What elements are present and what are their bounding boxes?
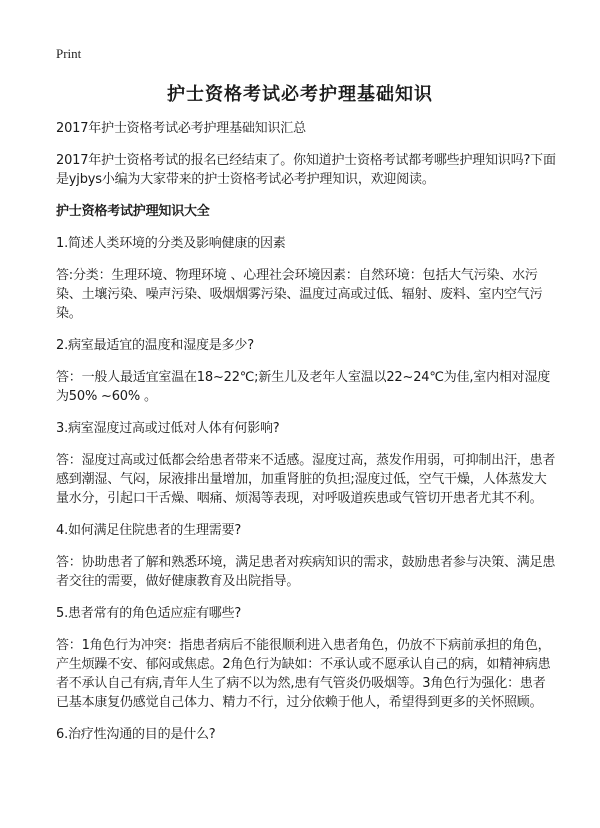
answer-1: 答:分类：生理环境、物理环境 、心理社会环境因素：自然环境：包括大气污染、水污染、土壤污染、噪声污染、吸烟烟雾污染、温度过高或过低、辐射、废料、室内空气污染。 xyxy=(56,268,543,321)
answer-4: 答：协助患者了解和熟悉环境，满足患者对疾病知识的需求，鼓励患者参与决策、满足患者交往的需要，做好健康教育及出院指导。 xyxy=(56,555,556,589)
page-title: 护士资格考试必考护理基础知识 xyxy=(167,84,433,105)
question-5: 5.患者常有的角色适应症有哪些? xyxy=(56,606,242,621)
answer-3: 答：湿度过高或过低都会给患者带来不适感。湿度过高，蒸发作用弱，可抑制出汗，患者感到潮湿、气闷，尿液排出量增加，加重肾脏的负担;湿度过低，空气干燥，人体蒸发大量水分，引起口干舌燥、咽痛、烦渴等表现，对呼吸道疾患或气管切开患者尤其不利。 xyxy=(56,453,556,506)
section-heading: 护士资格考试护理知识大全 xyxy=(56,204,210,219)
article-body xyxy=(56,119,556,757)
answer-2: 答：一般人最适宜室温在18~22℃;新生儿及老年人室温以22~24℃为佳,室内相对湿度为50% ~60% 。 xyxy=(56,370,551,404)
article-subtitle: 2017年护士资格考试必考护理基础知识汇总 xyxy=(56,121,306,136)
question-3: 3.病室湿度过高或过低对人体有何影响? xyxy=(56,421,280,436)
article-intro: 2017年护士资格考试的报名已经结束了。你知道护士资格考试都考哪些护理知识吗?下面是yjbys小编为大家带来的护士资格考试必考护理知识，欢迎阅读。 xyxy=(56,153,556,187)
question-6: 6.治疗性沟通的目的是什么? xyxy=(56,727,216,742)
question-1: 1.简述人类环境的分类及影响健康的因素 xyxy=(56,236,286,251)
question-2: 2.病室最适宜的温度和湿度是多少? xyxy=(56,338,254,353)
question-4: 4.如何满足住院患者的生理需要? xyxy=(56,523,242,538)
print-link[interactable]: Print xyxy=(56,46,82,61)
answer-5: 答：1角色行为冲突：指患者病后不能很顺利进入患者角色，仍放不下病前承担的角色，产生烦躁不安、郁闷或焦虑。2角色行为缺如：不承认或不愿承认自己的病，如精神病患者不承认自己有病,青年人生了病不以为然,患有气管炎仍吸烟等。3角色行为强化：患者已基本康复仍感觉自己体力、精力不行，过分依赖于他人，希望得到更多的关怀照顾。 xyxy=(56,638,551,710)
